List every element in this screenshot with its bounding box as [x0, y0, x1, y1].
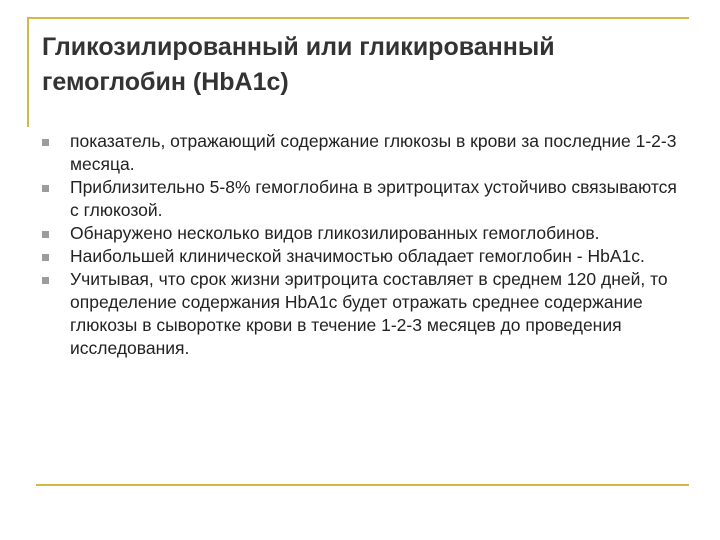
bullet-item: [0, 268, 720, 360]
square-bullet-icon: [42, 185, 49, 192]
square-bullet-icon: [42, 277, 49, 284]
bullet-item: [0, 222, 720, 245]
square-bullet-icon: [42, 231, 49, 238]
bullet-text: Учитывая, что срок жизни эритроцита составляет в среднем 120 дней, то определение содержания HbA1c будет отражать среднее содержание глюкозы в сыворотке крови в течение 1-2-3 месяцев до проведения исследования.: [70, 269, 668, 358]
frame-bottom-line: [36, 484, 689, 486]
bullet-item: [0, 245, 720, 268]
bullet-text: Обнаружено несколько видов гликозилированных гемоглобинов.: [70, 223, 600, 243]
square-bullet-icon: [42, 254, 49, 261]
bullet-list: [0, 130, 720, 360]
frame-vertical-line: [27, 17, 29, 127]
bullet-item: [0, 176, 720, 222]
frame-top-line: [27, 17, 689, 19]
bullet-text: показатель, отражающий содержание глюкозы в крови за последние 1-2-3 месяца.: [70, 131, 677, 174]
bullet-text: Наибольшей клинической значимостью обладает гемоглобин - HbA1c.: [70, 246, 645, 266]
bullet-item: [0, 130, 720, 176]
square-bullet-icon: [42, 139, 49, 146]
bullet-text: Приблизительно 5-8% гемоглобина в эритроцитах устойчиво связываются с глюкозой.: [70, 177, 677, 220]
slide-title: Гликозилированный или гликированный гемоглобин (HbA1c): [42, 33, 555, 96]
